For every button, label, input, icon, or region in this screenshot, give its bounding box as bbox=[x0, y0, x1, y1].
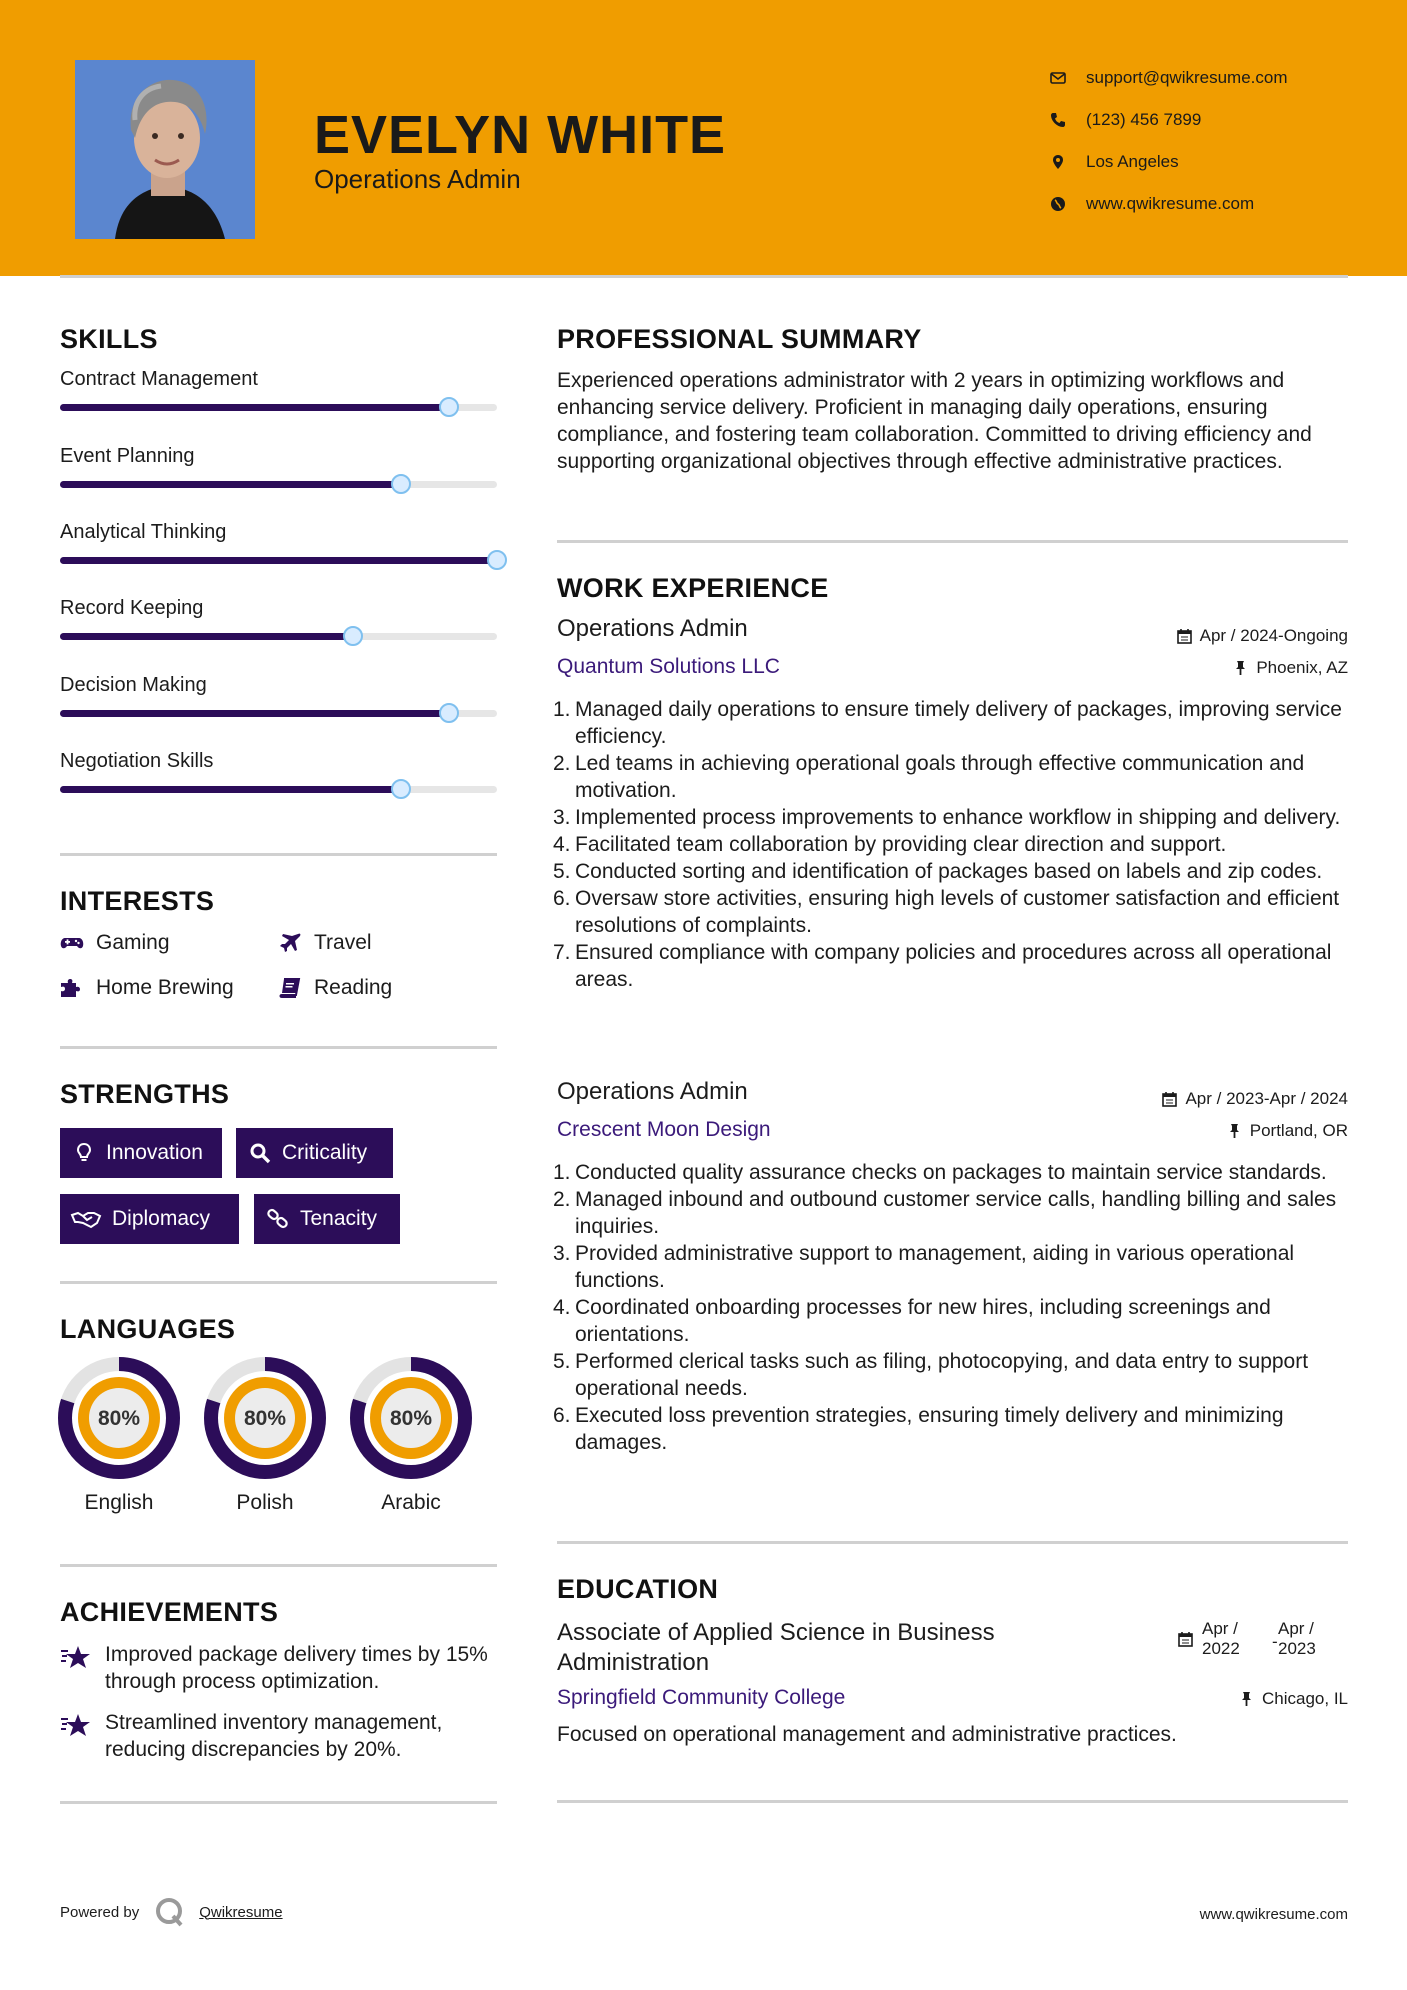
language-ring bbox=[350, 1357, 472, 1479]
job-bullet: 6. Executed loss prevention strategies, ensuring timely delivery and minimizing damages. bbox=[553, 1404, 1284, 1454]
job-location bbox=[1233, 658, 1348, 678]
section-divider bbox=[557, 1541, 1348, 1544]
strength-tag bbox=[60, 1194, 239, 1244]
powered-by-text: Powered by bbox=[60, 1903, 140, 1921]
job-bullet: 5. Conducted sorting and identification of packages based on labels and zip codes. bbox=[553, 860, 1323, 883]
pushpin-icon bbox=[1239, 1691, 1254, 1707]
skill-bar-fill bbox=[60, 710, 449, 717]
contact-website[interactable] bbox=[1050, 183, 1380, 225]
calendar-icon bbox=[1178, 1631, 1193, 1647]
skill-bar bbox=[60, 633, 497, 640]
job-location bbox=[1227, 1121, 1348, 1141]
job-dates bbox=[1177, 626, 1348, 646]
education-school: Springfield Community College bbox=[557, 1686, 846, 1709]
language-item bbox=[58, 1357, 180, 1515]
skill-bar-fill bbox=[60, 786, 401, 793]
summary-text: Experienced operations administrator with 2 years in optimizing workflows and enhancing service delivery. Proficient in managing daily operations, ensuring compliance, and fostering team collaboration. Committed to driving efficiency and supporting organizational objectives through effective administrative practices. bbox=[557, 369, 1312, 473]
section-divider bbox=[60, 853, 497, 856]
plane-icon bbox=[278, 933, 314, 953]
job-bullet: 6. Oversaw store activities, ensuring high levels of customer satisfaction and efficient resolutions of complaints. bbox=[553, 887, 1340, 937]
star-icon bbox=[60, 1641, 105, 1695]
job-bullet: 4. Coordinated onboarding processes for new hires, including screenings and orientations. bbox=[553, 1296, 1271, 1346]
strength-label: Innovation bbox=[106, 1141, 203, 1164]
handshake-icon bbox=[70, 1208, 102, 1230]
education-degree bbox=[557, 1618, 995, 1678]
language-percent: 80% bbox=[243, 1407, 287, 1430]
map-pin-icon bbox=[1050, 154, 1086, 170]
summary-heading: PROFESSIONAL SUMMARY bbox=[557, 324, 922, 354]
achievement-text: Improved package delivery times by 15% through process optimization. bbox=[105, 1643, 488, 1693]
skill-item bbox=[60, 674, 497, 717]
job-dates bbox=[1162, 1089, 1348, 1109]
education-location bbox=[1239, 1689, 1348, 1709]
languages-heading: LANGUAGES bbox=[60, 1314, 236, 1344]
job-bullet: 1. Managed daily operations to ensure timely delivery of packages, improving service efficiency. bbox=[553, 698, 1342, 748]
skill-bar bbox=[60, 710, 497, 717]
education-degree-line: Associate of Applied Science in Business bbox=[557, 1619, 995, 1646]
gamepad-icon bbox=[60, 933, 96, 953]
section-divider bbox=[557, 1800, 1348, 1803]
job-dates-text: Apr / 2023-Apr / 2024 bbox=[1185, 1089, 1348, 1108]
language-item bbox=[350, 1357, 472, 1515]
language-item bbox=[204, 1357, 326, 1515]
strength-tag bbox=[254, 1194, 400, 1244]
qwikresume-link[interactable]: Qwikresume bbox=[199, 1903, 283, 1921]
strength-label: Diplomacy bbox=[112, 1207, 211, 1230]
achievement-item bbox=[60, 1641, 500, 1695]
skill-bar bbox=[60, 557, 497, 564]
skills-heading: SKILLS bbox=[60, 324, 158, 354]
job-title: Operations Admin bbox=[557, 1078, 748, 1105]
education-location-text: Chicago, IL bbox=[1262, 1689, 1348, 1708]
language-percent: 80% bbox=[389, 1407, 433, 1430]
job-bullet: 2. Led teams in achieving operational goals through effective communication and motivation. bbox=[553, 752, 1305, 802]
interest-label: Gaming bbox=[96, 931, 170, 954]
strength-tag bbox=[60, 1128, 222, 1178]
strength-label: Criticality bbox=[282, 1141, 368, 1164]
contact-phone-text: (123) 456 7899 bbox=[1086, 110, 1202, 129]
interests-heading: INTERESTS bbox=[60, 886, 215, 916]
interest-reading bbox=[278, 976, 392, 1000]
skill-bar-knob bbox=[439, 703, 459, 723]
contact-email-text: support@qwikresume.com bbox=[1086, 68, 1288, 87]
job-bullet: 5. Performed clerical tasks such as filing, photocopying, and data entry to support operational needs. bbox=[553, 1350, 1309, 1400]
contact-phone[interactable] bbox=[1050, 99, 1380, 141]
skill-bar bbox=[60, 786, 497, 793]
skill-bar-knob bbox=[487, 550, 507, 570]
education-end-date: Apr / 2023 bbox=[1278, 1619, 1316, 1658]
job-bullet: 1. Conducted quality assurance checks on packages to maintain service standards. bbox=[553, 1161, 1327, 1184]
skill-label: Contract Management bbox=[60, 368, 258, 390]
language-name: Arabic bbox=[381, 1491, 441, 1514]
interest-travel bbox=[278, 931, 372, 955]
language-name: English bbox=[84, 1491, 154, 1514]
skill-label: Decision Making bbox=[60, 674, 207, 696]
globe-icon bbox=[1050, 196, 1086, 212]
job-bullets bbox=[553, 696, 1353, 993]
education-degree-line: Administration bbox=[557, 1649, 710, 1676]
achievement-item bbox=[60, 1709, 500, 1763]
candidate-title: Operations Admin bbox=[314, 164, 521, 194]
skill-bar-knob bbox=[391, 779, 411, 799]
language-percent: 80% bbox=[97, 1407, 141, 1430]
skill-bar-fill bbox=[60, 557, 497, 564]
skill-item bbox=[60, 368, 497, 411]
achievement-text: Streamlined inventory management, reducing discrepancies by 20%. bbox=[105, 1711, 443, 1761]
book-icon bbox=[278, 978, 314, 998]
envelope-icon bbox=[1050, 70, 1086, 86]
strengths-heading: STRENGTHS bbox=[60, 1079, 230, 1109]
contact-website-text: www.qwikresume.com bbox=[1086, 194, 1255, 213]
job-location-text: Phoenix, AZ bbox=[1256, 658, 1348, 677]
phone-icon bbox=[1050, 112, 1086, 128]
resume-header bbox=[0, 0, 1407, 276]
skill-item bbox=[60, 521, 497, 564]
footer-url[interactable]: www.qwikresume.com bbox=[1199, 1906, 1348, 1923]
skill-bar-fill bbox=[60, 404, 449, 411]
section-divider bbox=[60, 1281, 497, 1284]
language-ring bbox=[58, 1357, 180, 1479]
education-heading: EDUCATION bbox=[557, 1574, 719, 1604]
skill-bar-fill bbox=[60, 633, 353, 640]
skill-label: Event Planning bbox=[60, 445, 195, 467]
contact-location-text: Los Angeles bbox=[1086, 152, 1179, 171]
interest-gaming bbox=[60, 931, 170, 955]
job-bullet: 3. Provided administrative support to management, aiding in various operational functions. bbox=[553, 1242, 1295, 1292]
language-name: Polish bbox=[236, 1491, 294, 1514]
skill-label: Record Keeping bbox=[60, 597, 204, 619]
job-company: Crescent Moon Design bbox=[557, 1118, 771, 1141]
profile-photo bbox=[75, 60, 255, 239]
calendar-icon bbox=[1177, 628, 1192, 644]
language-ring bbox=[204, 1357, 326, 1479]
skill-label: Negotiation Skills bbox=[60, 750, 214, 772]
education-description: Focused on operational management and administrative practices. bbox=[557, 1723, 1177, 1746]
interest-home-brewing bbox=[60, 976, 234, 1000]
education-start-date: Apr / 2022 bbox=[1202, 1619, 1240, 1658]
skill-bar-knob bbox=[391, 474, 411, 494]
contact-list bbox=[1050, 57, 1380, 225]
skill-bar bbox=[60, 404, 497, 411]
skill-bar bbox=[60, 481, 497, 488]
skill-item bbox=[60, 597, 497, 640]
job-bullet: 2. Managed inbound and outbound customer service calls, handling billing and sales inquiries. bbox=[553, 1188, 1337, 1238]
puzzle-icon bbox=[60, 978, 96, 998]
education-date-dash: - bbox=[1272, 1632, 1278, 1651]
skill-bar-knob bbox=[343, 626, 363, 646]
pushpin-icon bbox=[1233, 660, 1248, 676]
job-title: Operations Admin bbox=[557, 615, 748, 642]
star-icon bbox=[60, 1709, 105, 1763]
strength-label: Tenacity bbox=[300, 1207, 378, 1230]
interest-label: Home Brewing bbox=[96, 976, 234, 999]
section-divider bbox=[60, 1046, 497, 1049]
job-bullet: 7. Ensured compliance with company policies and procedures across all operational areas. bbox=[553, 941, 1332, 991]
skill-item bbox=[60, 750, 497, 793]
candidate-name: EVELYN WHITE bbox=[314, 105, 727, 165]
skill-bar-knob bbox=[439, 397, 459, 417]
skill-label: Analytical Thinking bbox=[60, 521, 227, 543]
qwikresume-logo-icon bbox=[155, 1897, 185, 1927]
contact-location bbox=[1050, 141, 1380, 183]
section-divider bbox=[60, 1564, 497, 1567]
contact-email[interactable] bbox=[1050, 57, 1380, 99]
skill-item bbox=[60, 445, 497, 488]
header-divider bbox=[60, 275, 1348, 278]
section-divider bbox=[60, 1801, 497, 1804]
pushpin-icon bbox=[1227, 1123, 1242, 1139]
link-icon bbox=[266, 1208, 290, 1230]
job-bullets bbox=[553, 1159, 1353, 1456]
interest-label: Reading bbox=[314, 976, 393, 999]
job-company: Quantum Solutions LLC bbox=[557, 655, 780, 678]
strength-tag bbox=[236, 1128, 393, 1178]
job-bullet: 3. Implemented process improvements to enhance workflow in shipping and delivery. bbox=[553, 806, 1341, 829]
job-location-text: Portland, OR bbox=[1249, 1121, 1348, 1140]
achievements-heading: ACHIEVEMENTS bbox=[60, 1597, 279, 1627]
job-dates-text: Apr / 2024-Ongoing bbox=[1199, 626, 1348, 645]
section-divider bbox=[557, 540, 1348, 543]
lightbulb-icon bbox=[72, 1142, 96, 1164]
calendar-icon bbox=[1162, 1091, 1177, 1107]
experience-heading: WORK EXPERIENCE bbox=[557, 573, 829, 603]
interest-label: Travel bbox=[314, 931, 372, 954]
search-icon bbox=[248, 1142, 272, 1164]
skill-bar-fill bbox=[60, 481, 401, 488]
footer-branding bbox=[60, 1897, 283, 1927]
job-bullet: 4. Facilitated team collaboration by providing clear direction and support. bbox=[553, 833, 1227, 856]
